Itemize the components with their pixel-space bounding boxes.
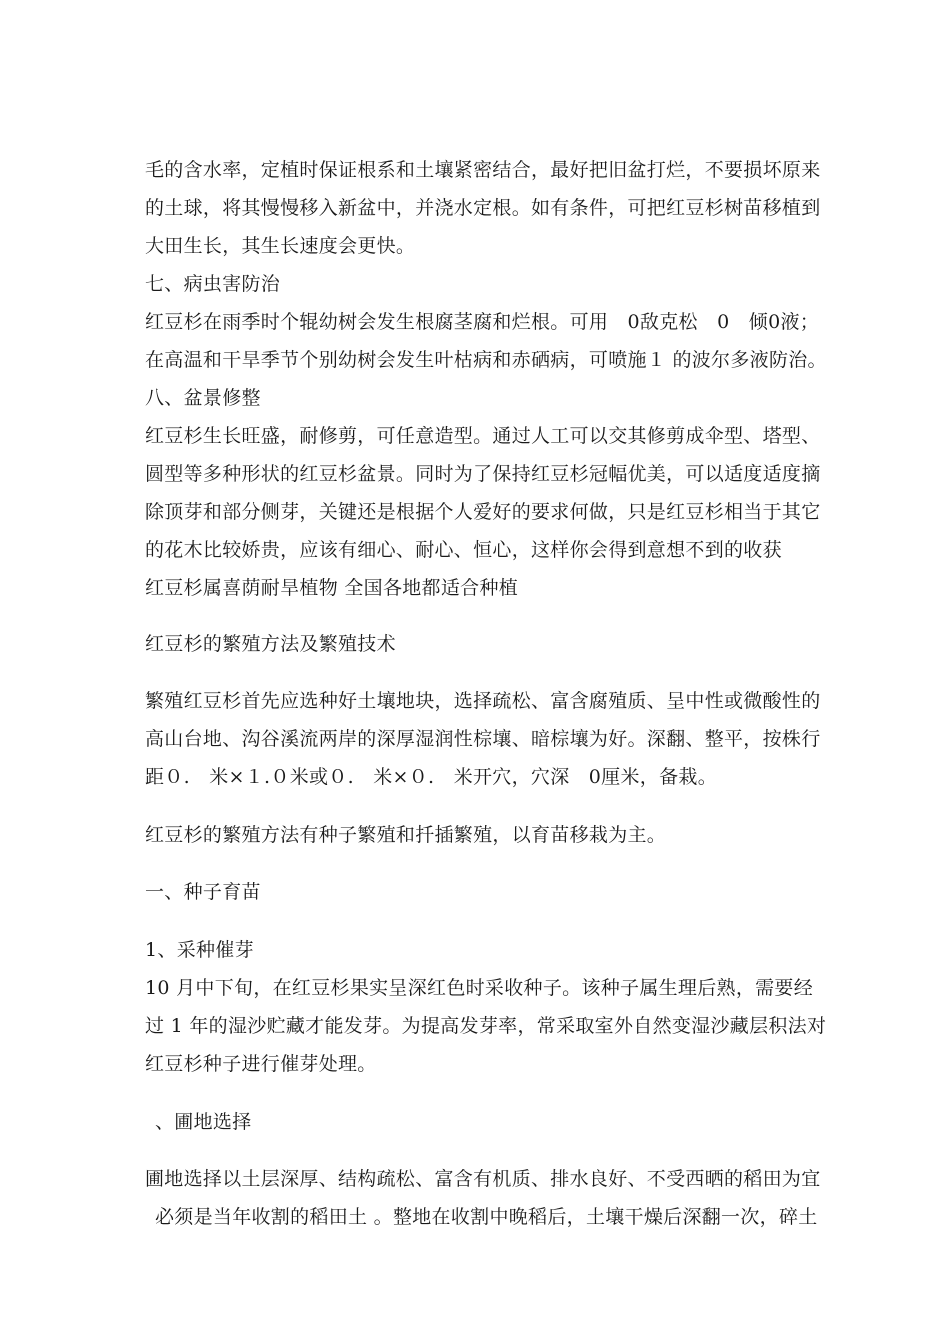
text-line: 10 月中下旬，在红豆杉果实呈深红色时采收种子。该种子属生理后熟，需要经 (145, 977, 814, 999)
text-line: 繁殖红豆杉首先应选种好土壤地块，选择疏松、富含腐殖质、呈中性或微酸性的 (145, 690, 821, 712)
subsection-heading: 1、采种催芽 (145, 939, 254, 961)
text-line: 高山台地、沟谷溪流两岸的深厚湿润性棕壤、暗棕壤为好。深翻、整平，按株行 (145, 728, 821, 750)
text-line: 圃地选择以土层深厚、结构疏松、富含有机质、排水良好、不受西晒的稻田为宜 (145, 1168, 821, 1190)
section-heading: 一、种子育苗 (145, 881, 261, 903)
text-line: 红豆杉在雨季时个辊幼树会发生根腐茎腐和烂根。可用 0敌克松 0 倾0液； (145, 311, 820, 333)
text-line: 红豆杉的繁殖方法有种子繁殖和扦插繁殖，以育苗移栽为主。 (145, 824, 667, 846)
text-line: 的土球，将其慢慢移入新盆中，并浇水定根。如有条件，可把红豆杉树苗移植到 (145, 197, 821, 219)
text-line: 必须是当年收割的稻田土 。整地在收割中晚稻后，土壤干燥后深翻一次，碎土 (155, 1206, 818, 1228)
article-title: 红豆杉的繁殖方法及繁殖技术 (145, 633, 396, 655)
section-heading: 七、病虫害防治 (145, 273, 281, 295)
text-line: 红豆杉生长旺盛，耐修剪，可任意造型。通过人工可以交其修剪成伞型、塔型、 (145, 425, 821, 447)
text-line: 圆型等多种形状的红豆杉盆景。同时为了保持红豆杉冠幅优美，可以适度适度摘 (145, 463, 821, 485)
section-heading: 八、盆景修整 (145, 387, 261, 409)
text-line: 除顶芽和部分侧芽，关键还是根据个人爱好的要求何做，只是红豆杉相当于其它 (145, 501, 821, 523)
text-line: 在高温和干旱季节个别幼树会发生叶枯病和赤硒病，可喷施１ 的波尔多液防治。 (145, 349, 827, 371)
text-line: 毛的含水率，定植时保证根系和土壤紧密结合，最好把旧盆打烂，不要损坏原来 (145, 159, 821, 181)
text-line: 的花木比较娇贵，应该有细心、耐心、恒心，这样你会得到意想不到的收获 (145, 539, 782, 561)
text-line: 距０. 米×１.０米或０. 米×０. 米开穴，穴深 0厘米，备栽。 (145, 766, 717, 788)
text-line: 红豆杉种子进行催芽处理。 (145, 1053, 377, 1075)
text-line: 红豆杉属喜荫耐旱植物 全国各地都适合种植 (145, 577, 519, 599)
text-line: 大田生长，其生长速度会更快。 (145, 235, 416, 257)
subsection-heading: 、圃地选择 (155, 1111, 252, 1133)
text-line: 过 1 年的湿沙贮藏才能发芽。为提高发芽率，常采取室外自然变湿沙藏层积法对 (145, 1015, 827, 1037)
